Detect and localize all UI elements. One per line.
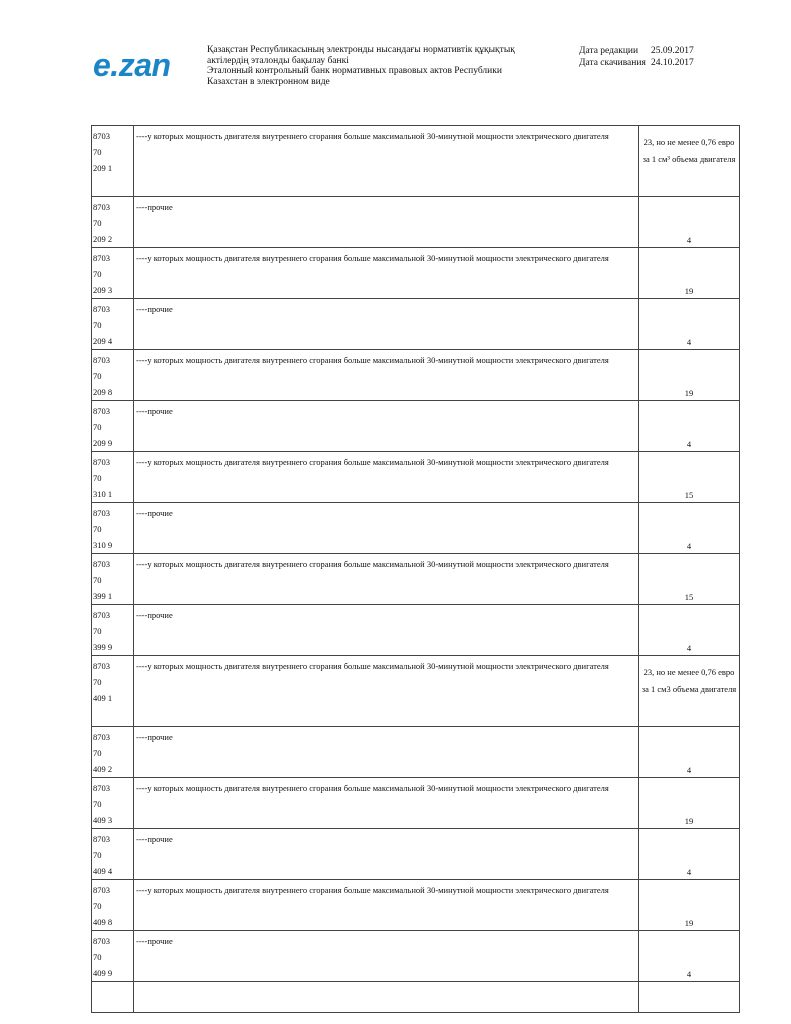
code-part: 8703 [93, 936, 110, 946]
download-date-label: Дата скачивания [579, 58, 646, 68]
tnved-code-cell [92, 656, 134, 727]
code-part: 8703 [93, 783, 110, 793]
code-part: 409 4 [93, 866, 113, 876]
tnved-code-cell [92, 554, 134, 605]
empty-cell [92, 982, 134, 1013]
header-line: Қазақстан Республикасының электронды нысандағы нормативтік құқықтық [207, 45, 515, 55]
duty-rate-cell: 19 [639, 350, 740, 401]
duty-rate-cell: 4 [639, 401, 740, 452]
tnved-code-cell [92, 350, 134, 401]
duty-rate-cell: 4 [639, 605, 740, 656]
table-row [92, 656, 740, 727]
code-part: 399 1 [93, 591, 113, 601]
code-part: 70 [93, 320, 102, 330]
tnved-code-cell [92, 401, 134, 452]
tnved-code-cell [92, 503, 134, 554]
table-row [92, 299, 740, 350]
description-cell: ----прочие [134, 727, 639, 778]
code-part: 8703 [93, 834, 110, 844]
tnved-code-cell [92, 605, 134, 656]
duty-rate-cell: 23, но не менее 0,76 евро за 1 см3 объема двигателя [639, 656, 740, 727]
code-part: 70 [93, 371, 102, 381]
code-part: 8703 [93, 732, 110, 742]
duty-rate-cell: 4 [639, 931, 740, 982]
code-part: 399 9 [93, 642, 113, 652]
description-cell: ----прочие [134, 197, 639, 248]
header-line: актілердің эталонды бақылау банкі [207, 55, 349, 66]
tnved-code-cell [92, 197, 134, 248]
table-row [92, 880, 740, 931]
duty-rate-cell: 19 [639, 880, 740, 931]
description-cell: ----прочие [134, 605, 639, 656]
code-part: 8703 [93, 508, 110, 518]
duty-rate-cell: 4 [639, 299, 740, 350]
code-part: 8703 [93, 406, 110, 416]
header-line: Эталонный контрольный банк нормативных правовых актов Республики [207, 66, 502, 76]
download-date: 24.10.2017 [651, 58, 694, 68]
empty-row [92, 982, 740, 1013]
code-part: 310 9 [93, 540, 113, 550]
tnved-code-cell [92, 880, 134, 931]
code-part: 70 [93, 147, 102, 157]
empty-cell [639, 982, 740, 1013]
code-part: 409 8 [93, 917, 113, 927]
code-part: 409 2 [93, 764, 113, 774]
description-cell: ----у которых мощность двигателя внутреннего сгорания больше максимальной 30-минутной мощности электрического двигателя [134, 656, 639, 727]
table-row [92, 197, 740, 248]
code-part: 70 [93, 850, 102, 860]
tnved-code-cell [92, 778, 134, 829]
description-cell: ----у которых мощность двигателя внутреннего сгорания больше максимальной 30-минутной мощности электрического двигателя [134, 554, 639, 605]
description-cell: ----прочие [134, 401, 639, 452]
code-part: 70 [93, 524, 102, 534]
code-part: 8703 [93, 304, 110, 314]
duty-rate-cell: 4 [639, 829, 740, 880]
code-part: 70 [93, 575, 102, 585]
code-part: 409 9 [93, 968, 113, 978]
table-row [92, 126, 740, 197]
code-part: 8703 [93, 457, 110, 467]
tnved-code-cell [92, 727, 134, 778]
duty-rate-cell: 19 [639, 778, 740, 829]
header-line: Казахстан в электронном виде [207, 76, 330, 87]
description-cell: ----у которых мощность двигателя внутреннего сгорания больше максимальной 30-минутной мощности электрического двигателя [134, 248, 639, 299]
code-part: 209 3 [93, 285, 113, 295]
code-part: 209 9 [93, 438, 113, 448]
code-part: 70 [93, 677, 102, 687]
code-part: 8703 [93, 355, 110, 365]
description-cell: ----прочие [134, 829, 639, 880]
duty-rate-cell: 4 [639, 503, 740, 554]
code-part: 70 [93, 952, 102, 962]
table-row [92, 350, 740, 401]
code-part: 8703 [93, 610, 110, 620]
duty-rate-cell: 15 [639, 452, 740, 503]
table-row [92, 778, 740, 829]
tnved-code-cell [92, 126, 134, 197]
code-part: 8703 [93, 202, 110, 212]
description-cell: ----прочие [134, 931, 639, 982]
code-part: 70 [93, 901, 102, 911]
code-part: 209 4 [93, 336, 113, 346]
duty-rate-cell: 4 [639, 197, 740, 248]
table-row [92, 248, 740, 299]
header-dates [579, 45, 694, 69]
table-row [92, 931, 740, 982]
code-part: 70 [93, 422, 102, 432]
tnved-code-cell [92, 299, 134, 350]
table-row [92, 829, 740, 880]
table-row [92, 503, 740, 554]
description-cell: ----у которых мощность двигателя внутреннего сгорания больше максимальной 30-минутной мощности электрического двигателя [134, 452, 639, 503]
code-part: 70 [93, 218, 102, 228]
table-row [92, 452, 740, 503]
tnved-code-cell [92, 248, 134, 299]
code-part: 409 1 [93, 693, 113, 703]
edit-date-label: Дата редакции [579, 46, 639, 56]
tariff-table [91, 125, 740, 1013]
duty-rate-cell: 15 [639, 554, 740, 605]
code-part: 8703 [93, 131, 110, 141]
table-row [92, 605, 740, 656]
code-part: 70 [93, 799, 102, 809]
description-cell: ----прочие [134, 299, 639, 350]
code-part: 8703 [93, 253, 110, 263]
duty-rate-cell: 19 [639, 248, 740, 299]
header-title [207, 45, 567, 87]
code-part: 70 [93, 748, 102, 758]
code-part: 70 [93, 626, 102, 636]
edit-date: 25.09.2017 [651, 46, 694, 56]
description-cell: ----у которых мощность двигателя внутреннего сгорания больше максимальной 30-минутной мощности электрического двигателя [134, 350, 639, 401]
description-cell: ----у которых мощность двигателя внутреннего сгорания больше максимальной 30-минутной мощности электрического двигателя [134, 880, 639, 931]
tnved-code-cell [92, 829, 134, 880]
ezan-logo: e.zan [93, 47, 171, 83]
code-part: 8703 [93, 661, 110, 671]
empty-cell [134, 982, 639, 1013]
code-part: 8703 [93, 559, 110, 569]
code-part: 209 2 [93, 234, 113, 244]
code-part: 8703 [93, 885, 110, 895]
description-cell: ----у которых мощность двигателя внутреннего сгорания больше максимальной 30-минутной мощности электрического двигателя [134, 126, 639, 197]
code-part: 209 8 [93, 387, 113, 397]
duty-rate-cell: 23, но не менее 0,76 евро за 1 см³ объема двигателя [639, 126, 740, 197]
code-part: 310 1 [93, 489, 113, 499]
tnved-code-cell [92, 452, 134, 503]
table-row [92, 554, 740, 605]
tnved-code-cell [92, 931, 134, 982]
code-part: 409 3 [93, 815, 113, 825]
code-part: 209 1 [93, 163, 113, 173]
table-row [92, 401, 740, 452]
description-cell: ----прочие [134, 503, 639, 554]
table-row [92, 727, 740, 778]
duty-rate-cell: 4 [639, 727, 740, 778]
description-cell: ----у которых мощность двигателя внутреннего сгорания больше максимальной 30-минутной мощности электрического двигателя [134, 778, 639, 829]
code-part: 70 [93, 473, 102, 483]
code-part: 70 [93, 269, 102, 279]
